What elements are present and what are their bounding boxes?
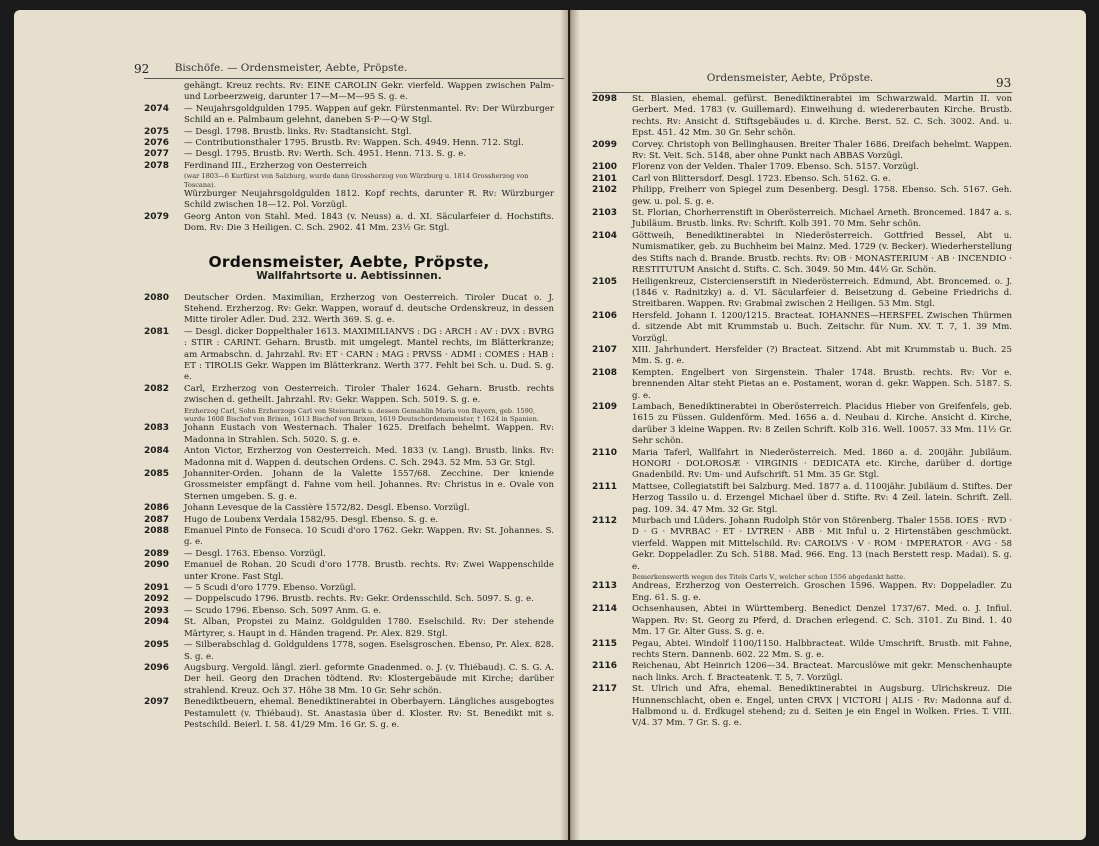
- entry-footnote: Erzherzog Carl, Sohn Erzherzogs Carl von Steiermark u. dessen Gemahlin Maria von Bayern, geb. 1590, wurde 1608 Bischof von Brixen, 1613 Bischof von Brixen, 1619 Deutschordensmeister, † 1624 in Spanien.: [184, 406, 539, 423]
- entry-number: 2095: [144, 640, 170, 651]
- catalog-entry: [592, 185, 1012, 208]
- entry-text: Emanuel de Rohan. 20 Scudi d'oro 1778. Brustb. rechts. Rv: Zwei Wappenschilde unter Krone. Fast Stgl.: [184, 560, 554, 582]
- catalog-entry: [144, 526, 554, 549]
- catalog-entry: [592, 94, 1012, 140]
- catalog-entry: [144, 104, 554, 127]
- right-page: [570, 10, 1086, 840]
- catalog-entry: [592, 604, 1012, 638]
- entry-number: 2084: [144, 446, 170, 457]
- entry-text: — Desgl. 1763. Ebenso. Vorzügl.: [184, 548, 326, 559]
- catalog-entry: [144, 560, 554, 583]
- catalog-entry: [592, 684, 1012, 730]
- entry-text: Reichenau, Abt Heinrich 1206—34. Bracteat. Marcuslöwe mit gekr. Menschenhaupte nach links. Arch. f. Bracteatenk. T. 5, 7. Vorzügl.: [632, 661, 1012, 683]
- catalog-entry: [144, 212, 554, 235]
- entry-number: 2089: [144, 548, 170, 559]
- entry-text: Augsburg. Vergold. längl. zierl. geformte Gnadenmed. o. J. (v. Thiébaud). C. S. G. A. Der heil. Georg den Drachen tödtend. Rv: Klostergebäude mit Kirche; darüber strahlend. Kreuz. Och 37. Höhe 38 Mm. 10 Gr. Sehr schön.: [184, 662, 554, 696]
- catalog-entry: [144, 617, 554, 640]
- entry-text: Johann Eustach von Westernach. Thaler 1625. Dreifach behelmt. Wappen. Rv: Madonna in Strahlen. Sch. 5020. S. g. e.: [184, 423, 554, 445]
- catalog-entry: [144, 663, 554, 697]
- entry-text: Ochsenhausen, Abtei in Württemberg. Benedict Denzel 1737/67. Med. o. J. Infiul. Wappen. Rv: St. Georg zu Pferd, d. Drachen erlegend. C. Sch. 3101. Zu Bind. 1. 40 Mm. 17 Gr. Alter Guss. S. g. e.: [632, 604, 1012, 638]
- entry-number: 2076: [144, 138, 170, 149]
- section-title: Ordensmeister, Aebte, Pröpste,: [208, 252, 490, 271]
- entry-text: XIII. Jahrhundert. Hersfelder (?) Bracteat. Sitzend. Abt mit Krummstab u. Buch. 25 Mm. S. g. e.: [632, 344, 1012, 367]
- entry-number: 2099: [592, 139, 618, 150]
- left-entries: [144, 81, 554, 731]
- catalog-entry: [592, 140, 1012, 163]
- catalog-entry: [592, 277, 1012, 311]
- entry-number: 2113: [592, 581, 618, 592]
- catalog-entry: [144, 138, 554, 149]
- catalog-entry: [144, 384, 554, 407]
- entry-text: — Desgl. 1795. Brustb. Rv: Werth. Sch. 4951. Henn. 713. S. g. e.: [184, 149, 467, 160]
- catalog-entry: [592, 516, 1012, 573]
- book-gutter: [560, 10, 580, 840]
- catalog-entry: [592, 581, 1012, 604]
- entry-number: 2079: [144, 211, 170, 222]
- entry-text: Carl, Erzherzog von Oesterreich. Tiroler Thaler 1624. Geharn. Brustb. rechts zwischen d. getheilt. Jahrzahl. Rv: Gekr. Wappen. Sch. 5019. S. g. e.: [184, 383, 554, 406]
- entry-number: 2109: [592, 401, 618, 412]
- catalog-entry: [592, 639, 1012, 662]
- catalog-entry: [592, 162, 1012, 173]
- entry-number: 2086: [144, 503, 170, 514]
- catalog-entry: [592, 368, 1012, 402]
- catalog-entry: [144, 640, 554, 663]
- page-number-right: 93: [996, 76, 1012, 90]
- entry-number: 2104: [592, 230, 618, 241]
- entry-text: — Desgl. dicker Doppelthaler 1613. MAXIMILIANVS : DG : ARCH : AV : DVX : BVRG : STIR : CARINT. Geharn. Brustb. mit umgelegt. Mantel rechts, im Blätterkranze; am Armabschn. d. Jahrzahl. Rv: ET · CARN : MAG : PRVSS · ADMI : COMES : HAB : ET : TIROLIS Gekr. Wappen im Blätterkranz. Werth 377. Fehlt bei Sch. u. Dud. S. g. e.: [184, 326, 554, 383]
- catalog-entry: [144, 149, 554, 160]
- page-number-left: 92: [134, 62, 150, 76]
- entry-number: 2091: [144, 583, 170, 594]
- catalog-entry: [144, 446, 554, 469]
- entry-text: Johann Levesque de la Cassière 1572/82. Desgl. Ebenso. Vorzügl.: [184, 503, 470, 514]
- entry-text: Heiligenkreuz, Cistercienserstift in Niederösterreich. Edmund, Abt. Broncemed. o. J. (1846 v. Radnitzky) a. d. VI. Säcularfeier d. Beisetzung d. Gebeine Friedrichs d. Streitbaren. Wappen. Rv: Grabmal zwischen 2 Heiligen. 53 Mm. Stgl.: [632, 276, 1012, 310]
- entry-text: St. Ulrich und Afra, ehemal. Benediktinerabtei in Augsburg. Ulrichskreuz. Die Hunnenschlacht, oben e. Engel, unten CRVX | VICTORI | ALIS · Rv: Madonna auf d. Halbmond u. d. Erdkugel stehend; zu d. Seiten je ein Engel in Wolken. Fries. T. VIII. V/4. 37 Mm. 7 Gr. S. g. e.: [632, 684, 1012, 729]
- entry-text: Andreas, Erzherzog von Oesterreich. Groschen 1596. Wappen. Rv: Doppeladler. Zu Eng. 61. S. g. e.: [632, 581, 1012, 603]
- entry-text: Deutscher Orden. Maximilian, Erzherzog von Oesterreich. Tiroler Ducat o. J. Stehend. Erzherzog. Rv: Gekr. Wappen, worauf d. deutsche Ordenskreuz, in dessen Mitte tiroler Adler. Dud. 232. Werth 369. S. g. e.: [184, 292, 554, 326]
- entry-text: St. Alban, Propstei zu Mainz. Goldgulden 1780. Eselschild. Rv: Der stehende Märtyrer, s. Haupt in d. Händen tragend. Pr. Alex. 829. Stgl.: [184, 617, 554, 639]
- entry-text: — Neujahrsgoldgulden 1795. Wappen auf gekr. Fürstenmantel. Rv: Der Würzburger Schild an e. Palmbaum gelehnt, daneben S·P·—Q·W Stgl.: [184, 103, 554, 126]
- entry-text: — Doppelscudo 1796. Brustb. rechts. Rv: Gekr. Ordensschild. Sch. 5097. S. g. e.: [184, 594, 534, 605]
- entry-number: 2077: [144, 149, 170, 160]
- catalog-entry: [592, 402, 1012, 448]
- entry-number: 2085: [144, 469, 170, 479]
- entry-text: Georg Anton von Stahl. Med. 1843 (v. Neuss) a. d. XI. Säcularfeier d. Hochstifts. Dom. Rv: Die 3 Heiligen. C. Sch. 2902. 41 Mm. 23½ Gr. Stgl.: [184, 211, 554, 234]
- entry-number: 2087: [144, 514, 170, 525]
- entry-text: Kempten. Engelbert von Sirgenstein. Thaler 1748. Brustb. rechts. Rv: Vor e. brennenden Altar steht Pietas an e. Postament, woran d. gekr. Wappen. Sch. 5187. S. g. e.: [632, 367, 1012, 401]
- entry-number: 2082: [144, 383, 170, 394]
- entry-number: 2117: [592, 684, 618, 695]
- catalog-entry: [592, 174, 1012, 185]
- section-heading: [144, 252, 554, 283]
- entry-number: 2097: [144, 697, 170, 708]
- entry-text: St. Florian, Chorherrenstift in Oberösterreich. Michael Arneth. Broncemed. 1847 a. s. Jubiläum. Brustb. links. Rv: Schrift. Kolb 391. 70 Mm. Sehr schön.: [632, 208, 1012, 230]
- entry-number: 2112: [592, 516, 618, 527]
- entry-number: 2107: [592, 344, 618, 355]
- entry-number: 2115: [592, 638, 618, 649]
- catalog-entry: [144, 697, 554, 731]
- entry-number: 2080: [144, 292, 170, 303]
- right-entries: [592, 94, 1012, 730]
- entry-number: 2075: [144, 126, 170, 137]
- catalog-entry: [592, 208, 1012, 231]
- entry-number: 2108: [592, 367, 618, 378]
- catalog-entry: [144, 127, 554, 138]
- entry-number: 2094: [144, 617, 170, 628]
- entry-text: Pegau, Abtei. Windolf 1100/1150. Halbbracteat. Wilde Umschrift. Brustb. mit Fahne, rechts Stern. Dannenb. 602. 22 Mm. S. g. e.: [632, 638, 1012, 660]
- entry-number: 2103: [592, 208, 618, 219]
- entry-number: 2110: [592, 447, 618, 458]
- entry-text-continued: Würzburger Neujahrsgoldgulden 1812. Kopf rechts, darunter R. Rv: Würzburger Schild zwischen 18—12. Pol. Vorzügl.: [184, 189, 554, 211]
- entry-text: Mattsee, Collegiatstift bei Salzburg. Med. 1877 a. d. 1100jähr. Jubiläum d. Stiftes. Der Herzog Tassilo u. d. Erzengel Michael über d. Stifte. Rv: 4 Zeil. latein. Schrift. Zell. pag. 109. 34. 47 Mm. 32 Gr. Stgl.: [632, 481, 1012, 515]
- entry-number: 2116: [592, 661, 618, 672]
- entry-text: — Scudo 1796. Ebenso. Sch. 5097 Anm. G. e.: [184, 605, 382, 616]
- catalog-entry: [144, 423, 554, 446]
- entry-number: 2100: [592, 162, 618, 173]
- catalog-entry: [592, 231, 1012, 277]
- catalog-entry: [592, 448, 1012, 482]
- entry-number: 2105: [592, 276, 618, 287]
- entry-number: 2098: [592, 94, 618, 104]
- catalog-entry: [144, 161, 554, 172]
- entry-number: 2093: [144, 605, 170, 616]
- entry-number: 2101: [592, 173, 618, 184]
- entry-text: Göttweih, Benediktinerabtei in Niederösterreich. Gottfried Bessel, Abt u. Numismatiker, geb. zu Buchheim bei Mainz. Med. 1729 (v. Becker). Wiederherstellung des Stifts nach d. Brande. Brustb. rechts. Rv: OB · MONASTERIUM · AB · INCENDIO · RESTITUTUM Ansicht d. Stifts. C. Sch. 3049. 50 Mm. 44½ Gr. Schön.: [632, 230, 1012, 276]
- catalog-entry: [592, 311, 1012, 345]
- catalog-entry: [144, 549, 554, 560]
- entry-text: — Silberabschlag d. Goldguldens 1778, sogen. Eselsgroschen. Ebenso, Pr. Alex. 828. S. g. e.: [184, 640, 554, 662]
- entry-text: Hugo de Loubenx Verdala 1582/95. Desgl. Ebenso. S. g. e.: [184, 514, 439, 525]
- entry-text: — Contributionsthaler 1795. Brustb. Rv: Wappen. Sch. 4949. Henn. 712. Stgl.: [184, 138, 524, 149]
- entry-text: Hersfeld. Johann I. 1200/1215. Bracteat. IOHANNES—HERSFEL Zwischen Thürmen d. sitzende Abt mit Krummstab u. Buch. Zeitschr. für Num. XV. T. 7, 1. 39 Mm. Vorzügl.: [632, 310, 1012, 344]
- book-spread: [14, 10, 1086, 840]
- catalog-entry: [144, 583, 554, 594]
- section-subtitle: Wallfahrtsorte u. Aebtissinnen.: [256, 270, 442, 283]
- catalog-entry: [592, 661, 1012, 684]
- left-page: [14, 10, 568, 840]
- catalog-entry: [592, 482, 1012, 516]
- header-rule-left: [144, 78, 564, 79]
- entry-text: Anton Victor, Erzherzog von Oesterreich. Med. 1833 (v. Lang). Brustb. links. Rv: Madonna mit d. Wappen d. deutschen Ordens. C. Sch. 2943. 52 Mm. 53 Gr. Stgl.: [184, 446, 554, 468]
- catalog-entry: [144, 293, 554, 327]
- entry-number: 2074: [144, 103, 170, 114]
- entry-number: 2096: [144, 662, 170, 673]
- catalog-entry: [144, 515, 554, 526]
- entry-number: 2114: [592, 604, 618, 615]
- entry-text: Emanuel Pinto de Fonseca. 10 Scudi d'oro 1762. Gekr. Wappen. Rv: St. Johannes. S. g. e.: [184, 526, 554, 548]
- entry-number: 2078: [144, 160, 170, 171]
- entry-text: St. Blasien, ehemal. gefürst. Benediktinerabtei im Schwarzwald. Martin II. von Gerbert. Med. 1783 (v. Guillemard). Einweihung d. wiedererbauten Kirche. Brustb. rechts. Rv: Ansicht d. Stiftsgebäudes u. d. Kirche. Berst. 52. C. Sch. 3002. And. u. Epst. 451. 42 Mm. 30 Gr. Sehr schön.: [632, 94, 1012, 139]
- catalog-entry: [144, 503, 554, 514]
- entry-number: 2090: [144, 560, 170, 571]
- entry-footnote: (war 1803—6 Kurfürst von Salzburg, wurde dann Grossherzog von Würzburg u. 1814 Grossherzog von Toscana).: [184, 172, 529, 189]
- continued-text: gehängt. Kreuz rechts. Rv: EINE CAROLIN Gekr. vierfeld. Wappen zwischen Palm- und Lorbeerzweig, darunter 17—M—M—95 S. g. e.: [184, 81, 554, 103]
- entry-number: 2088: [144, 526, 170, 537]
- entry-text: Corvey. Christoph von Bellinghausen. Breiter Thaler 1686. Dreifach behelmt. Wappen. Rv: St. Veit. Sch. 5148, aber ohne Punkt nach ABBAS Vorzügl.: [632, 139, 1012, 162]
- entry-number: 2106: [592, 310, 618, 321]
- entry-text: Benediktbeuern, ehemal. Benediktinerabtei in Oberbayern. Längliches ausgebogtes Pestamulett (v. Thiébaud). St. Anastasia über d. Kloster. Rv: St. Benedikt mit s. Pestschild. Beierl. I. 58. 41/29 Mm. 16 Gr. S. g. e.: [184, 697, 554, 730]
- catalog-entry: [144, 606, 554, 617]
- running-head-left: Bischöfe. — Ordensmeister, Aebte, Pröpste.: [174, 62, 408, 74]
- entry-text: Lambach, Benediktinerabtei in Oberösterreich. Placidus Hieber von Greifenfels, geb. 1615 zu Füssen. Guldenförm. Med. 1656 a. d. Neubau d. Kirche. Ansicht d. Kirche, darüber 3 kleine Wappen. Rv: 8 Zeilen Schrift. Kolb 316. Well. 10057. 33 Mm. 11½ Gr. Sehr schön.: [632, 401, 1012, 447]
- entry-text: Johanniter-Orden. Johann de la Valette 1557/68. Zecchine. Der kniende Grossmeister empfängt d. Fahne vom heil. Johannes. Rv: Christus in e. Ovale von Sternen umgeben. S. g. e.: [184, 469, 554, 502]
- entry-text: Ferdinand III., Erzherzog von Oesterreich: [184, 160, 368, 171]
- catalog-entry: [144, 327, 554, 384]
- entry-number: 2081: [144, 326, 170, 337]
- entry-text: Carl von Blittersdorf. Desgl. 1723. Ebenso. Sch. 5162. G. e.: [632, 173, 891, 184]
- entry-text: Maria Taferl, Wallfahrt in Niederösterreich. Med. 1860 a. d. 200jähr. Jubiläum. HONORI · DOLOROSÆ · VIRGINIS · DEDICATA etc. Kirche, darüber d. dortige Gnadenbild. Rv: Um- und Aufschrift. 51 Mm. 35 Gr. Stgl.: [632, 447, 1012, 481]
- catalog-entry: [592, 345, 1012, 368]
- entry-number: 2092: [144, 594, 170, 605]
- entry-number: 2083: [144, 423, 170, 434]
- catalog-entry: [144, 469, 554, 503]
- entry-footnote: Bemerkenswerth wegen des Titels Carls V., welcher schon 1556 abgedankt hatte.: [632, 573, 906, 582]
- entry-number: 2111: [592, 481, 618, 492]
- entry-text: — 5 Scudi d'oro 1779. Ebenso. Vorzügl.: [184, 583, 357, 594]
- entry-text: Philipp, Freiherr von Spiegel zum Desenberg. Desgl. 1758. Ebenso. Sch. 5167. Geh. gew. u. pol. S. g. e.: [632, 185, 1012, 207]
- entry-text: — Desgl. 1798. Brustb. links. Rv: Stadtansicht. Stgl.: [184, 126, 412, 137]
- header-rule-right: [592, 92, 1012, 93]
- catalog-entry: [144, 594, 554, 605]
- running-head-right: Ordensmeister, Aebte, Pröpste.: [706, 72, 874, 84]
- entry-text: Florenz von der Velden. Thaler 1709. Ebenso. Sch. 5157. Vorzügl.: [632, 162, 919, 173]
- entry-text: Murbach und Lüders. Johann Rudolph Stör von Störenberg. Thaler 1558. IOES · RVD · D · G · MVRBAC · ET · LVTREN · ABB · Mit Inful u. 2 Hirtenstäben geschmückt. vierfeld. Wappen mit Mittelschild. Rv: CAROLVS · V · ROM · IMPERATOR · AVG · 58 Gekr. Doppeladler. Zu Sch. 5188. Mad. 966. Eng. 13 (nach Berstett resp. Madai). S. g. e.: [632, 516, 1012, 572]
- entry-number: 2102: [592, 185, 618, 196]
